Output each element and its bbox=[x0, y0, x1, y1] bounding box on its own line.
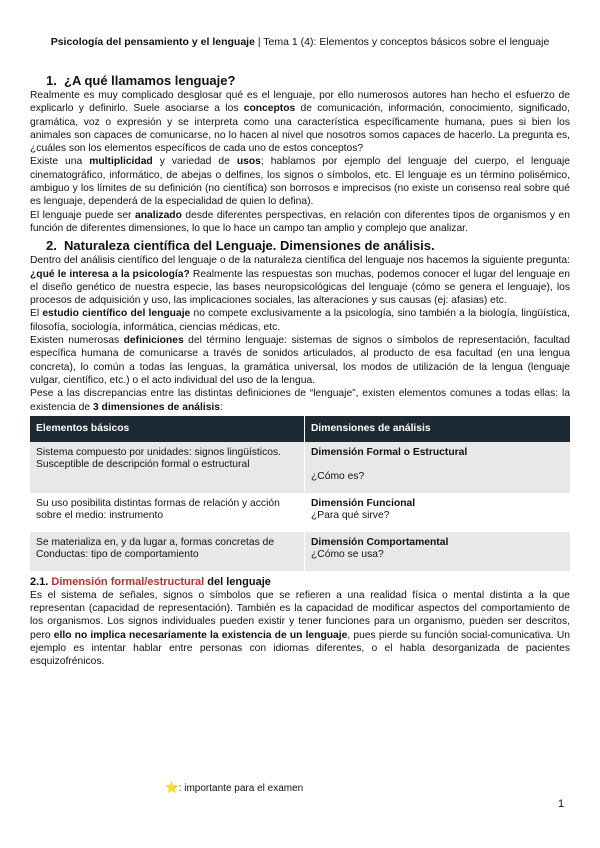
table-cell: Sistema compuesto por unidades: signos lingüísticos. Susceptible de descripción formal o estructural bbox=[30, 442, 305, 493]
section-1-paragraph-3: El lenguaje puede ser analizado desde diferentes perspectivas, en relación con diferentes tipos de organismos y en función de diferentes dimensiones, lo que lo hace un campo tan amplio y complejo que analizar. bbox=[30, 209, 570, 234]
table-header-cell: Dimensiones de análisis bbox=[305, 416, 571, 442]
section-2-paragraph-4: Pese a las discrepancias entre las distintas definiciones de “lenguaje”, existen elementos comunes a todas ellas: la existencia de 3 dimensiones de análisis: bbox=[30, 388, 570, 413]
exam-note-text: : importante para el examen bbox=[178, 783, 304, 794]
star-icon: ⭐ bbox=[165, 782, 179, 794]
table-header-row bbox=[30, 416, 570, 442]
section-2-heading bbox=[30, 237, 570, 254]
table-row bbox=[30, 442, 570, 493]
document-content bbox=[30, 72, 570, 669]
section-1-paragraph-1: Realmente es muy complicado desglosar qué es el lenguaje, por ello numerosos autores han hecho el esfuerzo de explicarlo y definirlo. Suele asociarse a los conceptos de comunicación, información, conocimiento, significado, gramática, voz o expresión y se interpreta como una característica específicamente humana, pues si bien los animales son capaces de comunicarse, no lo hacen al nivel que nosotros somos capaces de hacerlo. La pregunta es, ¿cuáles son los elementos específicos de cada uno de estos conceptos? bbox=[30, 90, 570, 155]
page-number: 1 bbox=[558, 798, 565, 810]
table-cell: Dimensión Funcional ¿Para qué sirve? bbox=[305, 493, 571, 532]
section-2-1-paragraph-1: Es el sistema de señales, signos o símbolos que se refieren a una realidad física o mental distinta a la que representan (capacidad de representación). También es la capacidad de modificar aspectos del comportamiento de los organismos. Los signos individuales pueden existir y tener funciones para un organismo, pueden ser descritos, pero ello no implica necesariamente la existencia de un lenguaje, pues pierde su función social-comunicativa. Un ejemplo es intentar hablar entre personas con idiomas diferentes, o el habla desorganizada de pacientes esquizofrénicos. bbox=[30, 589, 570, 668]
section-1-heading bbox=[30, 72, 570, 89]
header-topic: Tema 1 (4): Elementos y conceptos básicos sobre el lenguaje bbox=[263, 36, 550, 48]
table-row bbox=[30, 532, 570, 571]
section-2-1-heading: 2.1. Dimensión formal/estructural del lenguaje bbox=[30, 575, 271, 588]
table-cell: Su uso posibilita distintas formas de relación y acción sobre el medio: instrumento bbox=[36, 497, 280, 522]
table-cell: Dimensión Comportamental ¿Cómo se usa? bbox=[305, 532, 571, 571]
section-2-paragraph-3: Existen numerosas definiciones del término lenguaje: sistemas de signos o símbolos de representación, facultad específica humana de comunicarse a través de sonidos articulados, al producto de esa facultad (en una lengua concreta), lo común a todas las lenguas, la gramática universal, los modos de utilización de la lengua (lenguaje vulgar, científico, etc.) o el acto individual del uso de la lengua. bbox=[30, 335, 570, 386]
section-2-title: Naturaleza científica del Lenguaje. Dimensiones de análisis. bbox=[64, 238, 435, 254]
dimensions-table bbox=[30, 416, 570, 571]
page-header bbox=[0, 36, 600, 48]
section-1-title: ¿A qué llamamos lenguaje? bbox=[64, 73, 236, 88]
section-2-paragraph-1: Dentro del análisis científico del lenguaje o de la naturaleza científica del lenguaje nos hacemos la siguiente pregunta: ¿qué le interesa a la psicología? Realmente las respuestas son muchas, podemos conocer el lugar del lenguaje en el diseño genético de nuestra especie, las bases neuropsicológicas del lenguaje (cómo se genera el lenguaje), los procesos de adquisición y uso, las implicaciones sociales, las alteraciones y sus causas (ej: afasias) etc. bbox=[30, 255, 570, 307]
section-2-paragraph-2: El estudio científico del lenguaje no compete exclusivamente a la psicología, sino también a la biología, lingüística, filosofía, sociología, informática, ciencias médicas, etc. bbox=[30, 308, 570, 333]
section-1-number: 1. bbox=[46, 73, 57, 88]
section-1-paragraph-2: Existe una multiplicidad y variedad de usos; hablamos por ejemplo del lenguaje del cuerpo, el lenguaje cinematográfico, informático, de abejas o delfines, los signos o símbolos, etc. El lenguaje es un término polisémico, ambiguo y los límites de su definición (no científica) son borrosos e imprecisos (no existe un consenso real sobre qué es lenguaje, dependerá de la especialidad de quien lo defina). bbox=[30, 156, 570, 208]
table-header-cell: Elementos básicos bbox=[30, 416, 305, 442]
table-row bbox=[30, 493, 570, 532]
exam-note bbox=[165, 781, 303, 794]
section-2-number: 2. bbox=[46, 238, 57, 254]
table-cell: Se materializa en, y da lugar a, formas concretas de Conductas: tipo de comportamiento bbox=[30, 532, 305, 571]
table-cell: Dimensión Formal o Estructural ¿Cómo es? bbox=[305, 442, 571, 493]
header-separator: | bbox=[254, 36, 264, 48]
header-course: Psicología del pensamiento y el lenguaje bbox=[50, 36, 255, 48]
